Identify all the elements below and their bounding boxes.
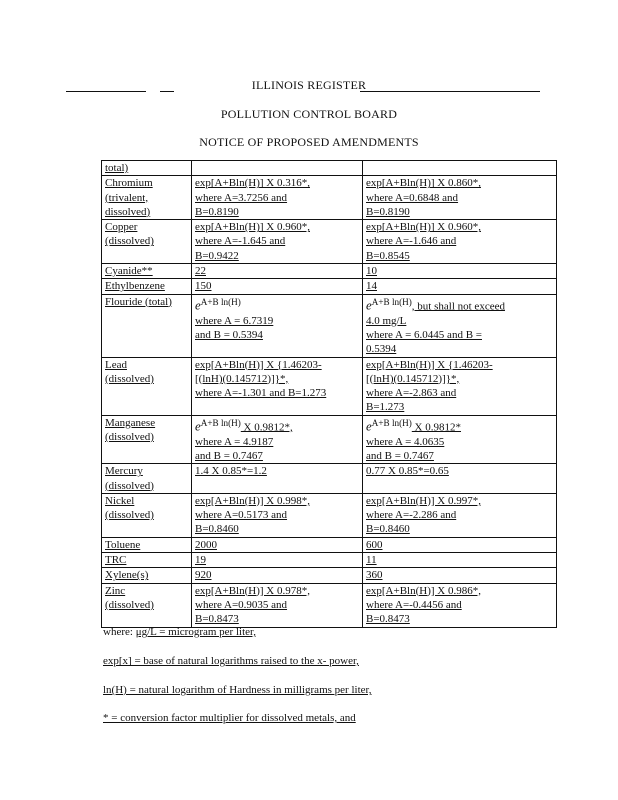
standard-value: 600 [366,538,383,551]
exponential-formula [195,295,359,314]
parameter-name: (dissolved) [105,598,154,611]
table-row [102,220,557,264]
standard-value: 150 [195,280,212,293]
chronic-standard-cell [363,161,557,176]
note-ln-hardness [103,684,573,696]
register-title: ILLINOIS REGISTER [251,78,367,92]
standard-value: 0.5394 [366,343,397,356]
table-row [102,464,557,494]
standard-value: and B = 0.7467 [195,449,263,462]
acute-standard-cell [192,279,363,294]
standard-value: where A = 4.0635 [366,435,445,448]
table-row [102,493,557,537]
exp-superscript [372,297,412,307]
parameter-cell [102,220,192,264]
note-conversion-text: * = conversion factor multiplier for dissolved metals, and [103,712,356,724]
standard-value: where A=-1.645 and [195,235,286,248]
table-row [102,415,557,464]
standard-value: B=0.8190 [366,205,410,218]
parameter-cell [102,161,192,176]
acute-standard-cell [192,493,363,537]
standard-value: [(lnH)(0.145712)]}*, [366,372,460,385]
exp-base: e [195,297,201,313]
acute-standard-cell [192,568,363,583]
exp-superscript [372,418,412,428]
exp-power: A+B ln(H) [371,417,412,428]
parameter-name: (dissolved) [105,431,154,443]
exponential-formula [195,416,359,435]
parameter-cell [102,357,192,415]
parameter-name: (dissolved) [105,479,154,492]
parameter-cell [102,294,192,357]
table-row [102,161,557,176]
standard-value: B=1.273 [366,401,405,414]
parameter-cell [102,493,192,537]
table-row [102,279,557,294]
acute-standard-cell [192,357,363,415]
standard-value: where A=-2.286 and [366,509,457,522]
acute-standard-cell [192,553,363,568]
chronic-standard-cell [363,553,557,568]
standard-value: exp[A+Bln(H)] X 0.960*, [366,221,481,234]
parameter-name: Toluene [105,538,141,551]
standard-value: B=0.9422 [195,249,239,262]
chronic-standard-cell [363,464,557,494]
parameter-cell [102,279,192,294]
standard-value: where A=-1.301 and B=1.273 [195,387,327,400]
note-exp-text: exp[x] = base of natural logarithms raised to the x- power, [103,655,359,667]
parameter-name: (dissolved) [105,235,154,248]
parameter-name: Zinc [105,584,126,597]
exp-power: A+B ln(H) [371,296,412,307]
standard-value: where A=-2.863 and [366,387,457,400]
board-title: POLLUTION CONTROL BOARD [220,107,398,121]
standard-value: exp[A+Bln(H)] X 0.986*, [366,584,481,597]
chronic-standard-cell [363,537,557,552]
parameter-name: (dissolved) [105,509,154,522]
parameter-name: Mercury [105,465,143,478]
standard-value: 1.4 X 0.85*=1.2 [195,465,267,478]
standard-value: B=0.8460 [366,523,410,536]
standard-value: exp[A+Bln(H)] X {1.46203- [366,358,493,371]
parameter-name: Copper [105,221,138,234]
note-lead-word: where: [103,626,136,638]
exp-base: e [195,418,201,434]
standard-value: exp[A+Bln(H)] X 0.998*, [195,494,310,507]
exp-base: e [366,297,372,313]
parameter-name: Cyanide** [105,265,153,278]
standard-value: 360 [366,569,383,582]
water-quality-standards-table [101,160,557,628]
exp-superscript [201,418,241,428]
acute-standard-cell [192,537,363,552]
table-row [102,568,557,583]
parameter-cell [102,176,192,220]
chronic-standard-cell [363,264,557,279]
exponential-formula [366,416,553,435]
parameter-name: Lead [105,358,127,371]
standard-value: 19 [195,554,206,567]
note-microgram [103,626,573,638]
acute-standard-cell [192,583,363,627]
parameter-cell [102,537,192,552]
acute-standard-cell [192,464,363,494]
standard-value: 2000 [195,538,217,551]
standard-value: 0.77 X 0.85*=0.65 [366,465,449,478]
acute-standard-cell [192,294,363,357]
standard-value: B=0.8190 [195,205,239,218]
parameter-name: Manganese [105,416,156,429]
acute-standard-cell [192,161,363,176]
acute-standard-cell [192,415,363,464]
parameter-name: Xylene(s) [105,569,149,582]
chronic-standard-cell [363,176,557,220]
chronic-standard-cell [363,583,557,627]
parameter-cell [102,464,192,494]
standard-value: and B = 0.5394 [195,328,263,341]
standard-value: B=0.8473 [195,613,239,626]
table-row [102,264,557,279]
standard-value: 4.0 mg/L [366,314,407,327]
standard-value: and B = 0.7467 [366,449,434,462]
table-row [102,537,557,552]
parameter-name: Ethylbenzene [105,280,165,293]
standard-value: where A=-1.646 and [366,235,457,248]
parameter-name: dissolved) [105,205,151,218]
standard-value: [(lnH)(0.145712)]}*, [195,372,289,385]
chronic-standard-cell [363,279,557,294]
standard-value: 14 [366,280,377,293]
chronic-standard-cell [363,294,557,357]
table-row [102,176,557,220]
parameter-cell [102,583,192,627]
formula-tail: X 0.9812* [411,421,461,434]
standard-value: 11 [366,554,377,567]
note-ln-text: ln(H) = natural logarithm of Hardness in milligrams per liter, [103,684,372,696]
standard-value: exp[A+Bln(H)] X 0.978*, [195,584,310,597]
parameter-name: total) [105,162,129,174]
standard-value: 10 [366,265,377,278]
parameter-name: Chromium [105,177,153,190]
notice-title: NOTICE OF PROPOSED AMENDMENTS [199,135,419,149]
standard-value: where A = 6.7319 [195,314,274,327]
parameter-cell [102,553,192,568]
standard-value: exp[A+Bln(H)] X 0.960*, [195,221,310,234]
parameter-cell [102,415,192,464]
acute-standard-cell [192,176,363,220]
parameter-name: Flouride (total) [105,295,172,308]
note-exp [103,655,573,667]
exp-power: A+B ln(H) [200,296,241,307]
table-row [102,553,557,568]
acute-standard-cell [192,220,363,264]
chronic-standard-cell [363,220,557,264]
standard-value: 22 [195,265,206,278]
exp-power: A+B ln(H) [200,417,241,428]
formula-tail: X 0.9812*, [240,421,293,434]
chronic-standard-cell [363,493,557,537]
parameter-cell [102,568,192,583]
acute-standard-cell [192,264,363,279]
exponential-formula [366,295,553,314]
parameter-name: (trivalent, [105,191,149,204]
standard-value: where A = 4.9187 [195,435,274,448]
standard-value: where A=0.6848 and [366,191,459,204]
note-conversion-factor [103,712,573,724]
chronic-standard-cell [363,357,557,415]
standard-value: B=0.8545 [366,249,410,262]
standard-value: exp[A+Bln(H)] X 0.860*, [366,177,481,190]
parameter-name: Nickel [105,494,135,507]
standard-value: 920 [195,569,212,582]
standard-value: where A=0.5173 and [195,509,288,522]
standard-value: exp[A+Bln(H)] X {1.46203- [195,358,322,371]
standard-value: where A=3.7256 and [195,191,288,204]
exp-base: e [366,418,372,434]
chronic-standard-cell [363,415,557,464]
formula-tail: , but shall not exceed [411,300,505,313]
table-row [102,583,557,627]
note-microgram-text: μg/L = microgram per liter, [135,626,256,638]
standard-value: exp[A+Bln(H)] X 0.316*, [195,177,310,190]
standard-value: where A=-0.4456 and [366,598,462,611]
standard-value: B=0.8473 [366,613,410,626]
table-row [102,294,557,357]
standard-value: where A = 6.0445 and B = [366,328,482,341]
parameter-name: TRC [105,554,127,567]
standard-value: B=0.8460 [195,523,239,536]
parameter-cell [102,264,192,279]
parameter-name: (dissolved) [105,372,154,385]
table-row [102,357,557,415]
standard-value: where A=0.9035 and [195,598,288,611]
chronic-standard-cell [363,568,557,583]
standard-value: exp[A+Bln(H)] X 0.997*, [366,494,481,507]
exp-superscript [201,297,241,307]
